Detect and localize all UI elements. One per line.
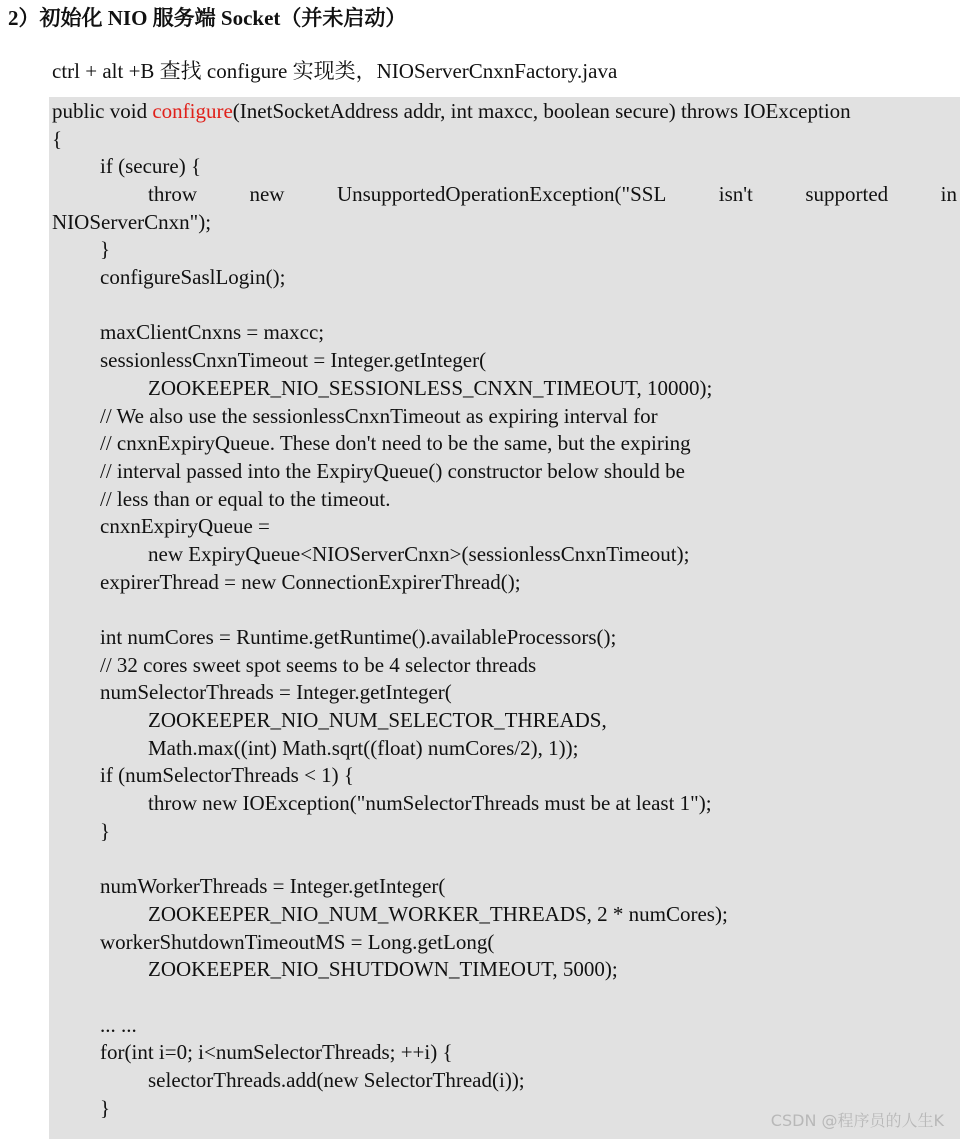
code-line: } xyxy=(100,237,111,261)
code-comment: // 32 cores sweet spot seems to be 4 selector threads xyxy=(100,653,537,677)
code-line: expirerThread = new ConnectionExpirerThread(); xyxy=(100,570,521,594)
instruction-text: ctrl + alt +B 查找 configure 实现类，NIOServerCnxnFactory.java xyxy=(52,59,618,83)
code-signature xyxy=(52,97,851,125)
code-line: new ExpiryQueue<NIOServerCnxn>(sessionlessCnxnTimeout); xyxy=(148,542,690,566)
code-line: maxClientCnxns = maxcc; xyxy=(100,320,325,344)
code-word: in xyxy=(940,182,957,206)
code-word: UnsupportedOperationException("SSL xyxy=(336,182,667,206)
watermark: CSDN @程序员的人生K xyxy=(770,1111,944,1130)
code-word: supported xyxy=(805,182,889,206)
code-line: ZOOKEEPER_NIO_NUM_SELECTOR_THREADS, xyxy=(148,708,607,732)
code-line: cnxnExpiryQueue = xyxy=(100,514,270,538)
code-line: ZOOKEEPER_NIO_NUM_WORKER_THREADS, 2 * numCores); xyxy=(148,902,728,926)
code-line: for(int i=0; i<numSelectorThreads; ++i) { xyxy=(100,1040,453,1064)
code-line: int numCores = Runtime.getRuntime().availableProcessors(); xyxy=(100,625,617,649)
code-line: ZOOKEEPER_NIO_SESSIONLESS_CNXN_TIMEOUT, 10000); xyxy=(148,376,713,400)
code-word: throw xyxy=(148,182,197,206)
code-line: if (numSelectorThreads < 1) { xyxy=(100,763,355,787)
code-line: NIOServerCnxn"); xyxy=(52,210,212,234)
code-line: configureSaslLogin(); xyxy=(100,265,286,289)
code-line: Math.max((int) Math.sqrt((float) numCores/2), 1)); xyxy=(148,736,579,760)
code-line: } xyxy=(100,1096,111,1120)
code-comment: // We also use the sessionlessCnxnTimeout as expiring interval for xyxy=(100,404,658,428)
code-line: { xyxy=(52,127,63,151)
code-line: sessionlessCnxnTimeout = Integer.getInteger( xyxy=(100,348,487,372)
code-line: numWorkerThreads = Integer.getInteger( xyxy=(100,874,446,898)
code-line: selectorThreads.add(new SelectorThread(i)); xyxy=(148,1068,525,1092)
code-line: if (secure) { xyxy=(100,154,202,178)
method-name-configure: configure xyxy=(152,99,233,123)
code-block xyxy=(49,97,960,1139)
signature-prefix: public void xyxy=(52,99,153,123)
code-word: new xyxy=(249,182,285,206)
code-comment: // cnxnExpiryQueue. These don't need to be the same, but the expiring xyxy=(100,431,691,455)
section-heading: 2）初始化 NIO 服务端 Socket（并未启动） xyxy=(8,6,407,30)
code-line-justified xyxy=(148,180,957,208)
code-word: isn't xyxy=(718,182,753,206)
code-line: ZOOKEEPER_NIO_SHUTDOWN_TIMEOUT, 5000); xyxy=(148,957,618,981)
code-line: numSelectorThreads = Integer.getInteger( xyxy=(100,680,452,704)
code-line: workerShutdownTimeoutMS = Long.getLong( xyxy=(100,930,495,954)
code-comment: // less than or equal to the timeout. xyxy=(100,487,391,511)
code-line: throw new IOException("numSelectorThreads must be at least 1"); xyxy=(148,791,712,815)
code-line: ... ... xyxy=(100,1013,137,1037)
signature-suffix: (InetSocketAddress addr, int maxcc, boolean secure) throws IOException xyxy=(232,99,851,123)
code-line: } xyxy=(100,819,111,843)
code-comment: // interval passed into the ExpiryQueue() constructor below should be xyxy=(100,459,685,483)
